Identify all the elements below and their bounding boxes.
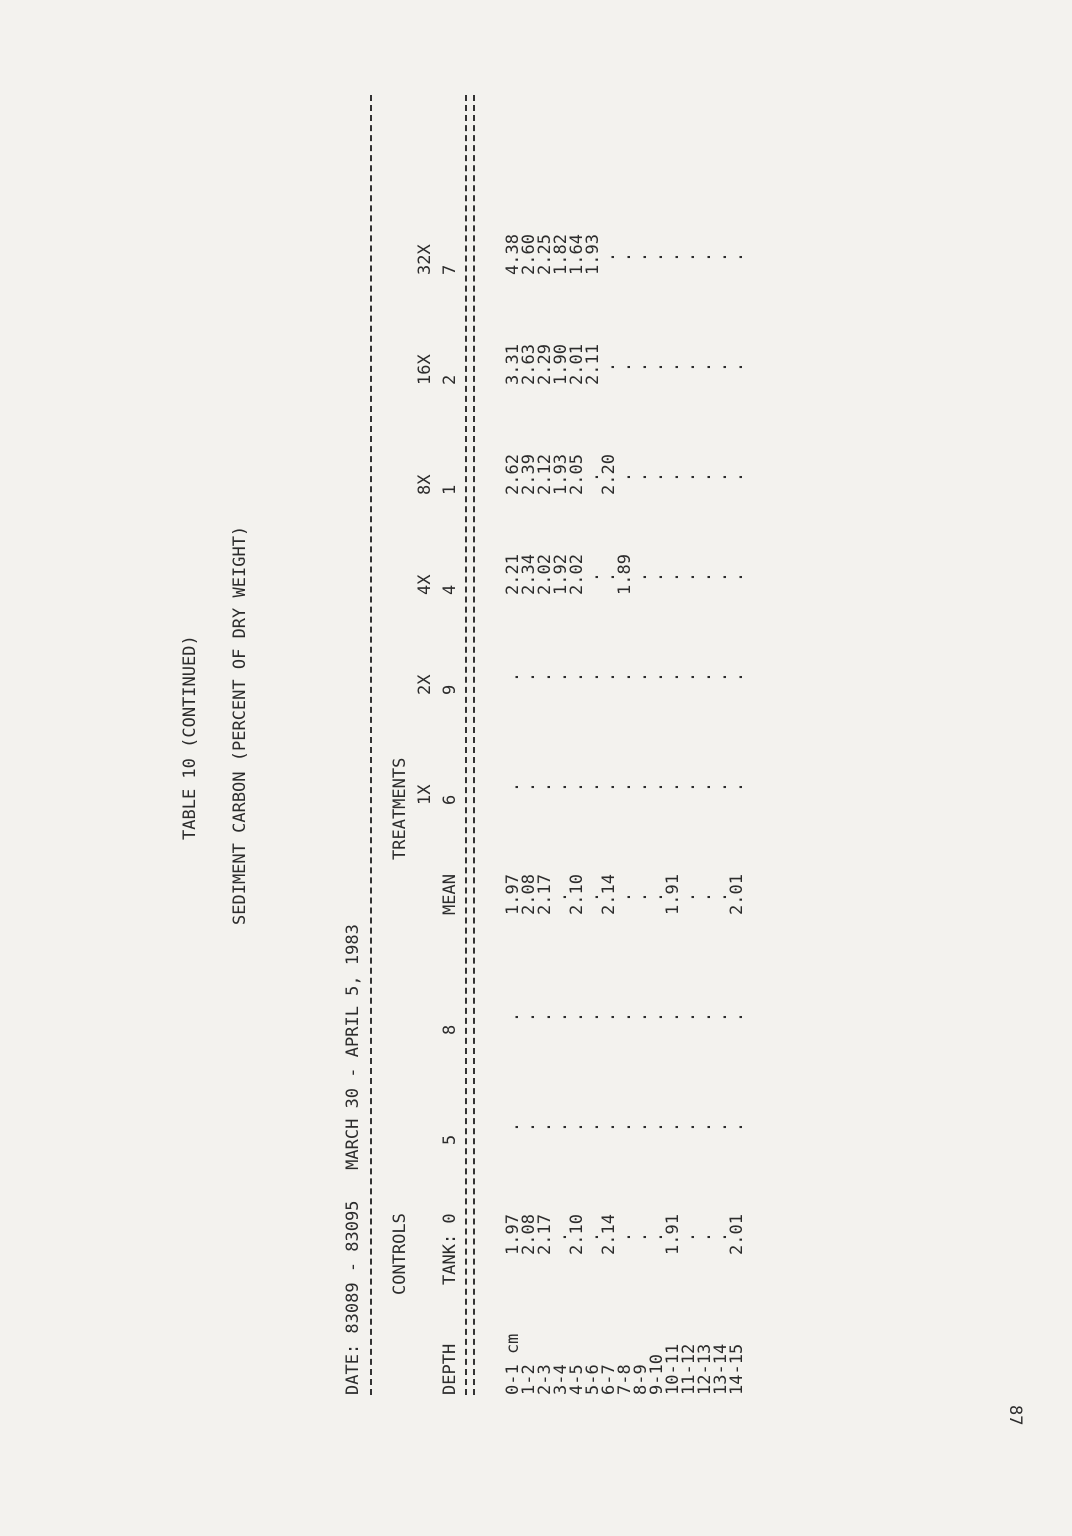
value-cell: . — [727, 251, 747, 263]
table-row — [633, 95, 649, 1395]
value-cell: . — [631, 1231, 651, 1243]
value-cell: . — [503, 1011, 523, 1023]
depth-cell: 5-6 — [583, 1364, 603, 1395]
header-rule-2 — [473, 95, 475, 1395]
value-cell: . — [711, 471, 731, 483]
column-header: 1 — [440, 484, 460, 495]
value-cell: . — [727, 781, 747, 793]
value-cell: 1.91 — [663, 874, 683, 915]
value-cell: . — [663, 361, 683, 373]
table-row — [729, 95, 745, 1395]
value-cell: 2.17 — [535, 874, 555, 915]
value-cell: 2.14 — [599, 874, 619, 915]
value-cell: . — [679, 1011, 699, 1023]
value-cell: . — [503, 781, 523, 793]
depth-cell: 13-14 — [711, 1343, 731, 1395]
column-header: 6 — [440, 794, 460, 805]
table-row — [681, 95, 697, 1395]
value-cell: 1.92 — [551, 554, 571, 595]
table-row — [521, 95, 537, 1395]
value-cell: . — [535, 781, 555, 793]
value-cell: 1.89 — [615, 554, 635, 595]
column-header: 8 — [440, 1024, 460, 1035]
value-cell: 1.64 — [567, 234, 587, 275]
depth-cell: 11-12 — [679, 1343, 699, 1395]
value-cell: . — [679, 671, 699, 683]
value-cell: . — [727, 471, 747, 483]
treatment-level: 32X — [415, 244, 435, 275]
value-cell: 1.97 — [503, 874, 523, 915]
value-cell: . — [711, 781, 731, 793]
value-cell: . — [711, 1121, 731, 1133]
value-cell: . — [663, 1121, 683, 1133]
value-cell: 2.01 — [727, 874, 747, 915]
value-cell: . — [647, 1231, 667, 1243]
value-cell: . — [695, 361, 715, 373]
value-cell: 1.93 — [583, 234, 603, 275]
value-cell: . — [551, 1011, 571, 1023]
value-cell: . — [599, 781, 619, 793]
value-cell: . — [663, 471, 683, 483]
value-cell: . — [679, 361, 699, 373]
value-cell: . — [679, 571, 699, 583]
value-cell: . — [647, 251, 667, 263]
value-cell: 2.01 — [567, 344, 587, 385]
value-cell: 2.21 — [503, 554, 523, 595]
value-cell: . — [679, 1231, 699, 1243]
value-cell: . — [519, 1121, 539, 1133]
value-cell: . — [711, 361, 731, 373]
value-cell: . — [679, 781, 699, 793]
value-cell: . — [727, 1011, 747, 1023]
value-cell: . — [599, 671, 619, 683]
treatment-level: 16X — [415, 354, 435, 385]
value-cell: 2.39 — [519, 454, 539, 495]
value-cell: 2.25 — [535, 234, 555, 275]
table-row — [617, 95, 633, 1395]
value-cell: . — [567, 1121, 587, 1133]
value-cell: . — [727, 1121, 747, 1133]
value-cell: . — [647, 571, 667, 583]
value-cell: . — [599, 251, 619, 263]
value-cell: . — [503, 1121, 523, 1133]
value-cell: . — [535, 671, 555, 683]
value-cell: . — [711, 251, 731, 263]
value-cell: 1.90 — [551, 344, 571, 385]
table-row — [601, 95, 617, 1395]
value-cell: . — [695, 1231, 715, 1243]
value-cell: . — [631, 1121, 651, 1133]
column-header: 5 — [440, 1134, 460, 1145]
column-header: 9 — [440, 684, 460, 695]
treatment-level: 1X — [415, 784, 435, 805]
value-cell: . — [551, 1121, 571, 1133]
value-cell: . — [519, 671, 539, 683]
depth-cell: 14-15 — [727, 1343, 747, 1395]
value-cell: . — [615, 471, 635, 483]
value-cell: . — [599, 361, 619, 373]
table-row — [569, 95, 585, 1395]
value-cell: 2.11 — [583, 344, 603, 385]
value-cell: 1.93 — [551, 454, 571, 495]
value-cell: . — [711, 1011, 731, 1023]
column-header: DEPTH — [440, 1343, 460, 1395]
value-cell: . — [583, 471, 603, 483]
value-cell: . — [695, 1121, 715, 1133]
value-cell: . — [695, 471, 715, 483]
treatments-header: TREATMENTS — [390, 757, 410, 860]
value-cell: 3.31 — [503, 344, 523, 385]
value-cell: . — [647, 471, 667, 483]
table-row — [585, 95, 601, 1395]
value-cell: . — [727, 361, 747, 373]
value-cell: . — [679, 891, 699, 903]
value-cell: 2.63 — [519, 344, 539, 385]
value-cell: . — [615, 361, 635, 373]
value-cell: . — [631, 1011, 651, 1023]
value-cell: . — [711, 1231, 731, 1243]
value-cell: . — [647, 361, 667, 373]
value-cell: . — [631, 251, 651, 263]
depth-cell: 12-13 — [695, 1343, 715, 1395]
treatment-level: 8X — [415, 474, 435, 495]
value-cell: 2.08 — [519, 1214, 539, 1255]
value-cell: . — [695, 671, 715, 683]
value-cell: . — [679, 471, 699, 483]
value-cell: . — [551, 1231, 571, 1243]
value-cell: . — [519, 781, 539, 793]
value-cell: 1.91 — [663, 1214, 683, 1255]
value-cell: . — [583, 1011, 603, 1023]
value-cell: . — [695, 891, 715, 903]
value-cell: . — [663, 251, 683, 263]
table-row — [505, 95, 521, 1395]
value-cell: 2.62 — [503, 454, 523, 495]
table-title: TABLE 10 (CONTINUED) — [180, 635, 200, 840]
table-row — [713, 95, 729, 1395]
value-cell: 2.17 — [535, 1214, 555, 1255]
value-cell: . — [695, 251, 715, 263]
value-cell: . — [727, 671, 747, 683]
value-cell: . — [663, 571, 683, 583]
value-cell: 1.97 — [503, 1214, 523, 1255]
value-cell: 2.29 — [535, 344, 555, 385]
value-cell: . — [631, 361, 651, 373]
depth-cell: 0-1 cm — [503, 1333, 523, 1395]
value-cell: . — [647, 1121, 667, 1133]
value-cell: . — [615, 1121, 635, 1133]
value-cell: . — [663, 671, 683, 683]
value-cell: 2.34 — [519, 554, 539, 595]
rotated-table — [130, 95, 1060, 1395]
value-cell: 2.02 — [567, 554, 587, 595]
value-cell: . — [695, 1011, 715, 1023]
value-cell: . — [647, 1011, 667, 1023]
value-cell: . — [727, 571, 747, 583]
value-cell: 2.02 — [535, 554, 555, 595]
value-cell: . — [615, 1011, 635, 1023]
value-cell: . — [567, 1011, 587, 1023]
value-cell: . — [647, 891, 667, 903]
column-header: 7 — [440, 264, 460, 275]
depth-cell: 2-3 — [535, 1364, 555, 1395]
value-cell: . — [631, 471, 651, 483]
value-cell: . — [647, 781, 667, 793]
value-cell: 2.01 — [727, 1214, 747, 1255]
value-cell: . — [583, 781, 603, 793]
value-cell: . — [599, 1011, 619, 1023]
value-cell: . — [615, 1231, 635, 1243]
table-subtitle: SEDIMENT CARBON (PERCENT OF DRY WEIGHT) — [230, 525, 250, 925]
controls-header: CONTROLS — [390, 1213, 410, 1295]
value-cell: . — [583, 891, 603, 903]
page-number: 87 — [1005, 1405, 1025, 1426]
value-cell: . — [679, 251, 699, 263]
value-cell: . — [695, 781, 715, 793]
value-cell: . — [583, 671, 603, 683]
value-cell: 2.08 — [519, 874, 539, 915]
depth-cell: 4-5 — [567, 1364, 587, 1395]
value-cell: 2.20 — [599, 454, 619, 495]
value-cell: . — [695, 571, 715, 583]
value-cell: . — [615, 251, 635, 263]
value-cell: . — [631, 891, 651, 903]
value-cell: . — [519, 1011, 539, 1023]
treatment-level: 4X — [415, 574, 435, 595]
value-cell: . — [551, 891, 571, 903]
depth-cell: 1-2 — [519, 1364, 539, 1395]
column-header: 2 — [440, 374, 460, 385]
table-row — [553, 95, 569, 1395]
value-cell: . — [583, 571, 603, 583]
value-cell: . — [631, 571, 651, 583]
value-cell: . — [599, 571, 619, 583]
treatment-level: 2X — [415, 674, 435, 695]
value-cell: . — [711, 891, 731, 903]
top-rule — [370, 95, 372, 1395]
value-cell: . — [503, 671, 523, 683]
depth-cell: 9-10 — [647, 1354, 667, 1395]
value-cell: . — [615, 671, 635, 683]
value-cell: 2.14 — [599, 1214, 619, 1255]
value-cell: . — [631, 671, 651, 683]
value-cell: . — [567, 671, 587, 683]
column-header: TANK: 0 — [440, 1213, 460, 1285]
depth-cell: 6-7 — [599, 1364, 619, 1395]
column-header: MEAN — [440, 874, 460, 915]
value-cell: . — [663, 781, 683, 793]
value-cell: . — [567, 781, 587, 793]
value-cell: . — [535, 1011, 555, 1023]
table-row — [665, 95, 681, 1395]
value-cell: . — [663, 1011, 683, 1023]
value-cell: . — [551, 671, 571, 683]
value-cell: . — [551, 781, 571, 793]
value-cell: . — [583, 1231, 603, 1243]
value-cell: . — [679, 1121, 699, 1133]
value-cell: . — [615, 781, 635, 793]
depth-cell: 10-11 — [663, 1343, 683, 1395]
depth-cell: 8-9 — [631, 1364, 651, 1395]
value-cell: 2.60 — [519, 234, 539, 275]
table-row — [697, 95, 713, 1395]
value-cell: . — [711, 671, 731, 683]
value-cell: 2.10 — [567, 1214, 587, 1255]
value-cell: 2.10 — [567, 874, 587, 915]
value-cell: 2.12 — [535, 454, 555, 495]
column-header: 4 — [440, 584, 460, 595]
value-cell: . — [711, 571, 731, 583]
table-row — [537, 95, 553, 1395]
value-cell: 4.38 — [503, 234, 523, 275]
date-line: DATE: 83089 - 83095 MARCH 30 - APRIL 5, 1983 — [343, 924, 363, 1395]
value-cell: . — [583, 1121, 603, 1133]
value-cell: 2.05 — [567, 454, 587, 495]
value-cell: . — [647, 671, 667, 683]
value-cell: . — [535, 1121, 555, 1133]
depth-cell: 3-4 — [551, 1364, 571, 1395]
header-rule-1 — [465, 95, 467, 1395]
value-cell: . — [615, 891, 635, 903]
table-row — [649, 95, 665, 1395]
value-cell: . — [631, 781, 651, 793]
depth-cell: 7-8 — [615, 1364, 635, 1395]
value-cell: 1.82 — [551, 234, 571, 275]
value-cell: . — [599, 1121, 619, 1133]
